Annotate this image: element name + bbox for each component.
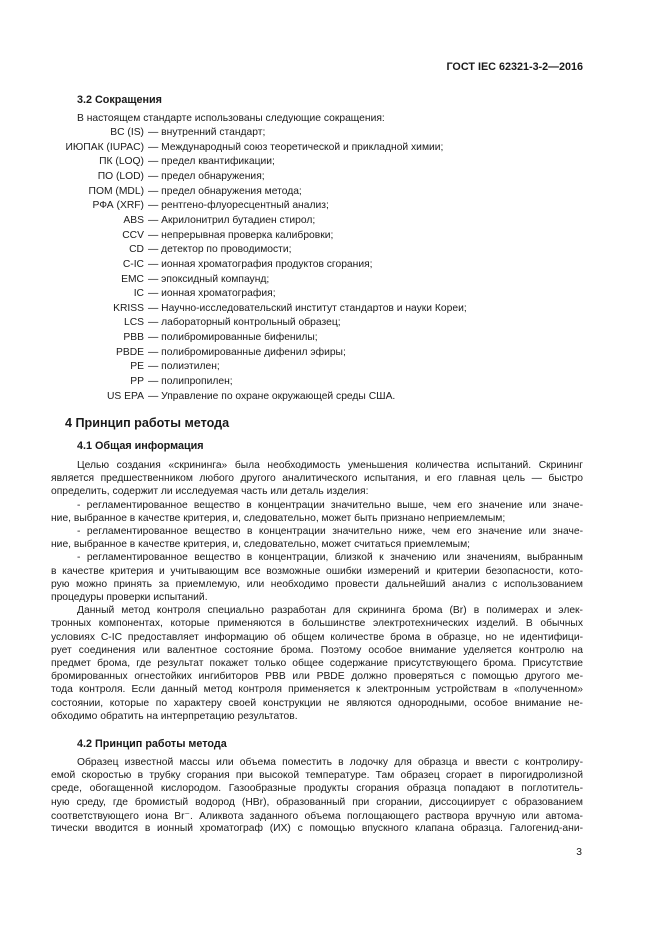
text-line: состоянии, которые по характеру своей конструкции не являются однородными, особое внимание не- (51, 697, 583, 709)
text-line: рует соединения или валентное состояние брома. Поэтому особое внимание уделяется контролю на (51, 644, 583, 656)
abbreviation-row (0, 317, 661, 330)
abbreviation-term: IC (133, 288, 144, 300)
text-line: ние, выбранное в качестве критерия, и, следовательно, может быть признано неприемлемым; (51, 512, 506, 524)
abbreviation-row (0, 259, 661, 272)
abbreviation-definition: — полибромированные дифенил эфиры; (148, 346, 346, 358)
abbreviation-term: US EPA (106, 390, 144, 402)
abbreviation-row (0, 171, 661, 184)
abbreviation-row (0, 274, 661, 287)
abbreviation-term: ИЮПАК (IUPAC) (65, 141, 144, 153)
abbreviation-definition: — Управление по охране окружающей среды США. (148, 390, 396, 402)
text-line: обходимо обратить на интерпретацию результатов. (51, 710, 298, 722)
text-line: условиях C-IC предоставляет информацию об общем количестве брома в образце, но не идентифици- (51, 631, 583, 643)
text-line: Образец известной массы или объема поместить в лодочку для образца и ввести с контролиру- (77, 757, 583, 768)
abbreviation-term: CCV (122, 229, 144, 241)
abbreviation-term: PBB (123, 332, 144, 344)
text-line: Целью создания «скрининга» была необходимость уменьшения количества испытаний. Скрининг (77, 460, 583, 471)
abbreviation-term: ABS (123, 214, 144, 226)
abbreviation-row (0, 347, 661, 360)
abbreviation-term: PP (130, 376, 144, 388)
abbreviation-term: ПО (LOD) (97, 170, 144, 182)
abbreviation-row (0, 156, 661, 169)
abbreviation-term: KRISS (113, 302, 144, 314)
abbreviation-term: LCS (123, 317, 144, 329)
text-line: ние, выбранное в качестве критерия, и, следовательно, может считаться приемлемым; (51, 539, 471, 551)
text-line: является предшественником любого другого аналитического испытания, и его главная цель — быстро (51, 473, 583, 485)
text-line: среде, обогащенной кислородом. Газообразные продукты сгорания образца попадают в поглотитель- (51, 783, 583, 795)
text-line: определить, содержит ли исследуемая часть или деталь изделия: (51, 486, 369, 498)
abbreviation-row (0, 288, 661, 301)
abbreviation-row (0, 376, 661, 389)
abbreviation-row (0, 361, 661, 374)
section-4-1-title: 4.1 Общая информация (77, 440, 204, 452)
text-line: ную среду, где бромистый водород (HBr), образованный при сгорании, диссоциирует с образованием (51, 796, 583, 808)
abbreviation-term: ПК (LOQ) (99, 156, 144, 168)
text-line: Данный метод контроля специально разработан для скрининга брома (Br) в полимерах и элек- (77, 605, 583, 617)
text-line: тронных компонентах, которые применяются в большинстве электротехнических изделий. В обычных (51, 618, 583, 630)
text-line: предмет брома, где результат покажет только общее содержание присутствующего брома. Присутствие (51, 658, 583, 669)
abbreviation-definition: — полибромированные бифенилы; (148, 332, 318, 344)
text-line: - регламентированное вещество в концентрации, близкой к значению или значениям, выбранным (77, 552, 583, 564)
text-line: емой скоростью в трубку сгорания при высокой температуре. Там образец сгорает в пирогидролизной (51, 770, 583, 782)
abbreviation-term: BC (IS) (110, 127, 144, 138)
abbreviation-definition: — предел обнаружения; (148, 170, 265, 182)
abbreviation-row (0, 186, 661, 199)
text-line: бромированных огнестойких ингибиторов PBB или PBDE должно проверяться с помощью другого ме- (51, 671, 583, 683)
text-line: - регламентированное вещество в концентрации значительно выше, чем его значение или значе- (77, 499, 583, 511)
abbreviation-definition: — непрерывная проверка калибровки; (148, 229, 334, 241)
abbreviation-row (0, 200, 661, 213)
section-4-2-title: 4.2 Принцип работы метода (77, 738, 227, 750)
text-line: в качестве критерия и учитывающим все возможные ошибки измерений и критерии безопасности, кото- (51, 565, 583, 577)
abbreviation-term: EMC (121, 273, 144, 285)
abbreviation-definition: — предел квантификации; (148, 156, 275, 168)
abbreviation-definition: — Акрилонитрил бутадиен стирол; (148, 214, 316, 226)
section-4-title: 4 Принцип работы метода (65, 416, 230, 430)
abbreviation-definition: — Международный союз теоретической и прикладной химии; (148, 141, 444, 153)
abbreviation-row (0, 215, 661, 228)
text-line: рую можно принять за приемлемую, или необходимо провести дальнейший анализ с использованием (51, 578, 583, 590)
abbreviation-definition: — эпоксидный компаунд; (148, 273, 270, 285)
abbreviation-definition: — Научно-исследовательский институт стандартов и науки Кореи; (148, 302, 467, 314)
abbreviation-row (0, 303, 661, 316)
abbreviation-definition: — детектор по проводимости; (148, 244, 292, 256)
text-line: - регламентированное вещество в концентрации значительно ниже, чем его значение или значе- (77, 526, 583, 537)
abbreviation-term: CD (129, 244, 144, 256)
abbreviation-row (0, 230, 661, 243)
text-line: тода контроля. Если данный метод контроля применяется к электронным устройствам в «полученном» (51, 684, 583, 696)
abbreviation-term: РФА (XRF) (92, 200, 144, 212)
abbreviation-row (0, 142, 661, 155)
abbreviation-definition: — внутренний стандарт; (148, 127, 266, 138)
abbreviation-row (0, 127, 661, 140)
page-number: 3 (576, 847, 582, 858)
section-3-2-title: 3.2 Сокращения (77, 94, 162, 106)
abbreviation-row (0, 244, 661, 257)
abbreviation-definition: — предел обнаружения метода; (148, 185, 302, 197)
abbreviation-definition: — ионная хроматография продуктов сгорания; (148, 258, 373, 270)
abbreviation-term: C-IC (122, 258, 144, 270)
abbreviation-term: PE (130, 361, 144, 373)
text-line: соответствующего иона Br⁻. Аликвота заданного объема поглощающего раствора вручную или автома- (51, 810, 583, 822)
text-line: тически вводится в ионный хроматограф (ИХ) с помощью впускного клапана образца. Галогенид-ани- (51, 823, 583, 834)
abbreviation-definition: — полипропилен; (148, 376, 233, 388)
standard-header: ГОСТ IEC 62321-3-2—2016 (446, 61, 583, 73)
abbreviation-row (0, 332, 661, 345)
text-line: процедуры проверки испытаний. (51, 592, 208, 603)
abbreviation-row (0, 391, 661, 404)
abbreviation-definition: — рентгено-флуоресцентный анализ; (148, 200, 329, 212)
abbreviations-intro: В настоящем стандарте использованы следующие сокращения: (77, 113, 385, 124)
abbreviation-term: ПОМ (MDL) (88, 185, 144, 197)
abbreviation-definition: — полиэтилен; (148, 361, 220, 373)
abbreviation-term: PBDE (115, 346, 144, 358)
abbreviation-definition: — лабораторный контрольный образец; (148, 317, 341, 329)
abbreviation-definition: — ионная хроматография; (148, 288, 276, 300)
